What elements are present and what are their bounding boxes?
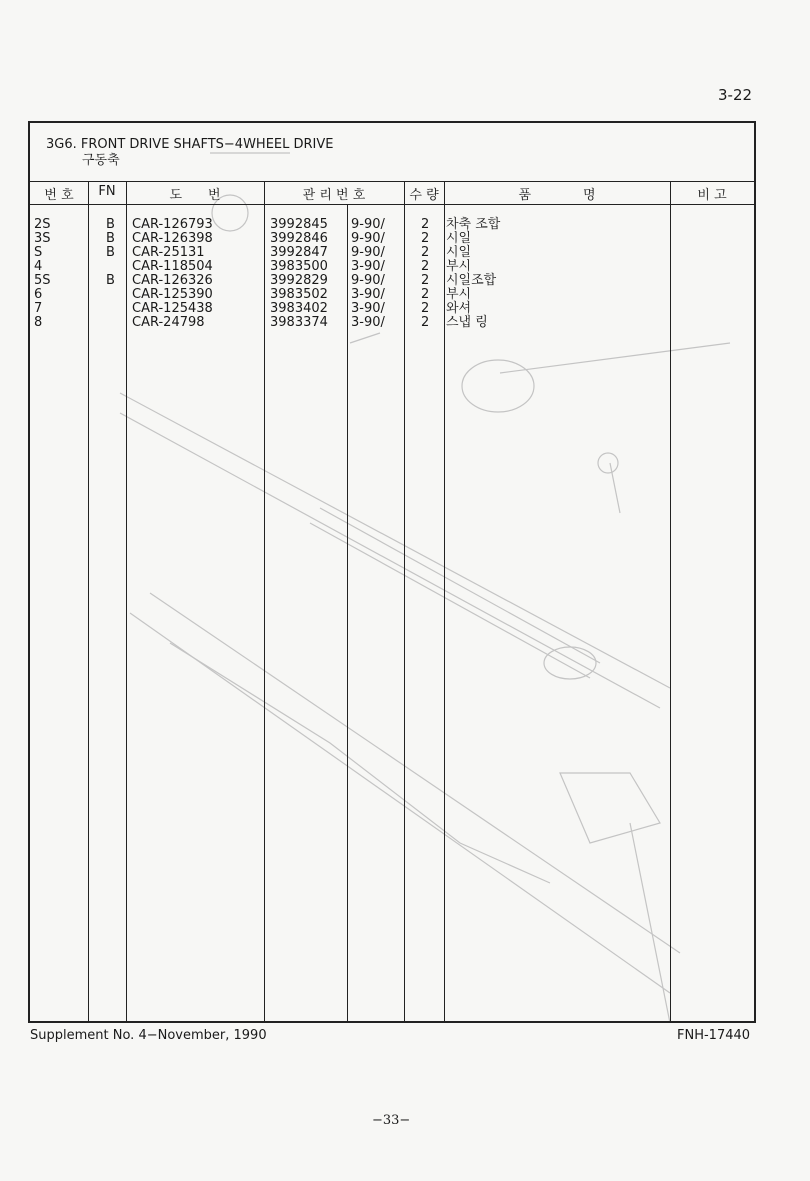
cell-management-no: 3992829 <box>270 273 328 288</box>
parts-table-frame <box>28 121 756 1023</box>
cell-date: 3-90/ <box>351 287 385 302</box>
table-row <box>30 218 754 232</box>
cell-management-no: 3992847 <box>270 245 328 260</box>
footer-doc-code: FNH-17440 <box>677 1028 751 1043</box>
cell-date: 3-90/ <box>351 315 385 330</box>
cell-fn: B <box>106 273 115 288</box>
cell-no: 3S <box>34 231 51 246</box>
cell-drawing-no: CAR-24798 <box>132 315 205 330</box>
cell-qty: 2 <box>421 259 430 274</box>
page-number-bottom: −33− <box>372 1113 411 1128</box>
cell-date: 3-90/ <box>351 259 385 274</box>
cell-fn: B <box>106 217 115 232</box>
cell-drawing-no: CAR-118504 <box>132 259 213 274</box>
cell-part-name: 차축 조합 <box>446 217 501 232</box>
cell-part-name: 부시 <box>446 287 472 302</box>
cell-date: 9-90/ <box>351 217 385 232</box>
cell-part-name: 부시 <box>446 259 472 274</box>
cell-drawing-no: CAR-25131 <box>132 245 205 260</box>
table-row <box>30 246 754 260</box>
cell-management-no: 3983502 <box>270 287 328 302</box>
cell-no: S <box>34 245 43 260</box>
cell-management-no: 3992845 <box>270 217 328 232</box>
cell-qty: 2 <box>421 315 430 330</box>
page-number-top: 3-22 <box>718 86 753 104</box>
section-title: 3G6. FRONT DRIVE SHAFTS−4WHEEL DRIVE <box>46 137 334 152</box>
header-no: 번 호 <box>44 188 74 203</box>
cell-no: 2S <box>34 217 51 232</box>
cell-date: 9-90/ <box>351 245 385 260</box>
cell-fn: B <box>106 245 115 260</box>
cell-qty: 2 <box>421 245 430 260</box>
footer-supplement: Supplement No. 4−November, 1990 <box>30 1028 267 1043</box>
cell-part-name: 시일조합 <box>446 273 497 288</box>
header-drawing-no: 도 번 <box>169 188 221 203</box>
section-subtitle: 구동축 <box>82 153 120 168</box>
table-row <box>30 302 754 316</box>
cell-part-name: 와셔 <box>446 301 472 316</box>
cell-management-no: 3983402 <box>270 301 328 316</box>
cell-qty: 2 <box>421 231 430 246</box>
cell-fn: B <box>106 231 115 246</box>
header-part-name: 품 명 <box>518 188 596 203</box>
table-row <box>30 288 754 302</box>
cell-date: 9-90/ <box>351 273 385 288</box>
table-row <box>30 274 754 288</box>
cell-drawing-no: CAR-126326 <box>132 273 213 288</box>
cell-part-name: 시일 <box>446 245 472 260</box>
section-title-block <box>46 137 333 169</box>
cell-management-no: 3992846 <box>270 231 328 246</box>
cell-date: 3-90/ <box>351 301 385 316</box>
header-qty: 수 량 <box>409 188 439 203</box>
header-remarks: 비 고 <box>697 188 727 203</box>
cell-drawing-no: CAR-125438 <box>132 301 213 316</box>
table-row <box>30 316 754 330</box>
cell-part-name: 시일 <box>446 231 472 246</box>
table-row <box>30 260 754 274</box>
cell-no: 4 <box>34 259 43 274</box>
cell-drawing-no: CAR-126793 <box>132 217 213 232</box>
cell-qty: 2 <box>421 287 430 302</box>
cell-qty: 2 <box>421 273 430 288</box>
header-management-no: 관 리 번 호 <box>302 188 366 203</box>
cell-drawing-no: CAR-125390 <box>132 287 213 302</box>
table-header <box>30 181 754 205</box>
cell-management-no: 3983500 <box>270 259 328 274</box>
cell-drawing-no: CAR-126398 <box>132 231 213 246</box>
cell-no: 7 <box>34 301 43 316</box>
cell-no: 6 <box>34 287 43 302</box>
cell-date: 9-90/ <box>351 231 385 246</box>
table-row <box>30 232 754 246</box>
header-fn: FN <box>98 184 116 199</box>
cell-part-name: 스냅 링 <box>446 315 488 330</box>
cell-qty: 2 <box>421 301 430 316</box>
cell-qty: 2 <box>421 217 430 232</box>
cell-no: 8 <box>34 315 43 330</box>
cell-management-no: 3983374 <box>270 315 328 330</box>
cell-no: 5S <box>34 273 51 288</box>
table-body <box>30 218 754 330</box>
